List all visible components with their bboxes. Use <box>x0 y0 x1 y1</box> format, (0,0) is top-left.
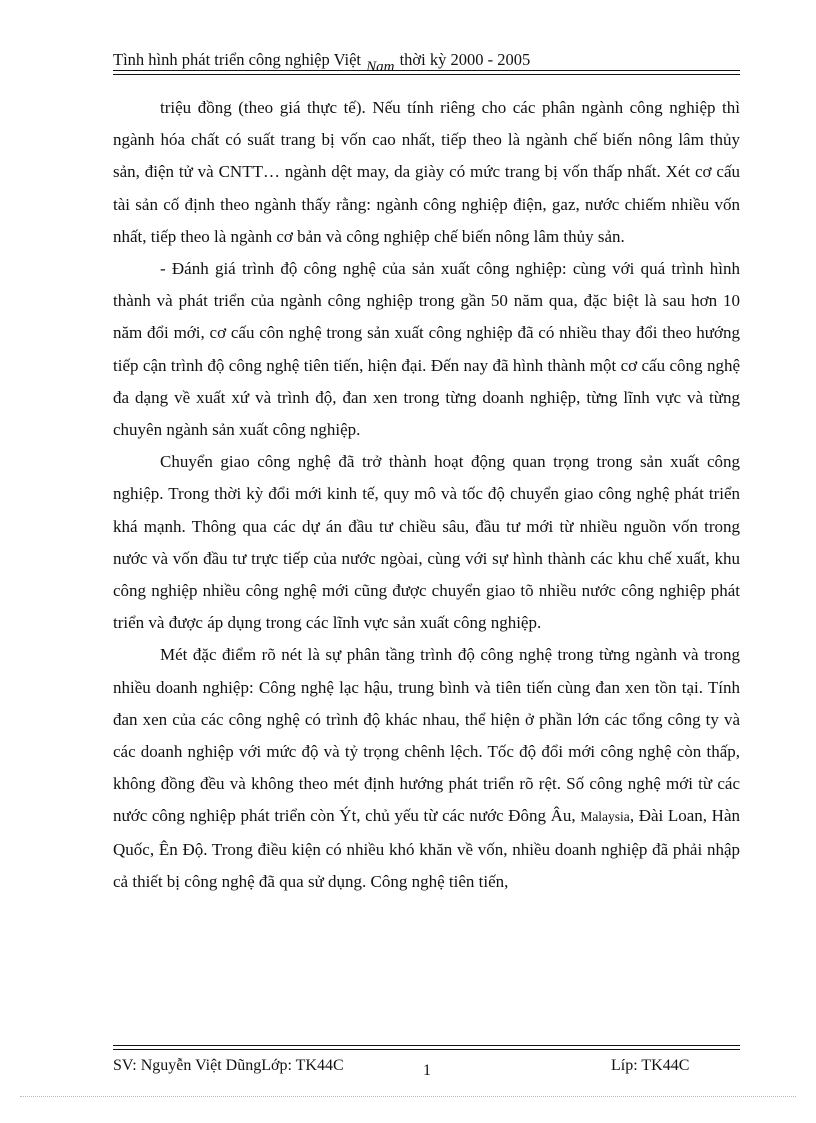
paragraph-1: triệu đồng (theo giá thực tế). Nếu tính riêng cho các phân ngành công nghiệp thì ngành hóa chất có suất trang bị vốn cao nhất, tiếp theo là ngành chế biến nông lâm thủy sản, điện tử và CNTT… ngành dệt may, da giày có mức trang bị vốn thấp nhất. Xét cơ cấu tài sản cố định theo ngành thấy rằng: ngành công nghiệp điện, gaz, nước chiếm nhiều vốn nhất, tiếp theo là ngành cơ bản và công nghiệp chế biến nông lâm thủy sản. <box>113 98 740 246</box>
paragraph-4-malaysia: Malaysia <box>580 809 630 825</box>
paragraph-3: Chuyển giao công nghệ đã trở thành hoạt động quan trọng trong sản xuất công nghiệp. Trong thời kỳ đổi mới kinh tế, quy mô và tốc độ chuyển giao công nghệ phát triển khá mạnh. Thông qua các dự án đầu tư chiều sâu, đầu tư mới từ nhiều nguồn vốn trong nước và vốn đầu tư trực tiếp của nước ngòai, cùng với sự hình thành các khu chế xuất, khu công nghiệp nhiều công nghệ mới cũng được chuyển giao tõ nhiều nước công nghiệp phát triển và được áp dụng trong các lĩnh vực sản xuất công nghiệp. <box>113 452 740 633</box>
footer-class-info: Líp: TK44C <box>611 1057 690 1074</box>
header-rule-thick <box>113 70 740 71</box>
header-title-start: Tình hình phát triển công nghiệp Việt <box>113 50 361 69</box>
paragraph-4-end: , Đài Loan, Hàn Quốc, Ên Độ. Trong điều kiện có nhiều khó khăn về vốn, nhiều doanh nghiệp đã phải nhập cả thiết bị công nghệ đã qua sử dụng. Công nghệ tiên tiến, <box>113 806 740 891</box>
paragraph-4 <box>113 639 740 898</box>
header-rule-thin <box>113 74 740 75</box>
paragraph-4-start: Mét đặc điểm rõ nét là sự phân tầng trình độ công nghệ trong từng ngành và trong nhiều doanh nghiệp: Công nghệ lạc hậu, trung bình và tiên tiến cùng đan xen tồn tại. Tính đan xen của các công nghệ có trình độ khác nhau, thể hiện ở phần lớn các tổng công ty và các doanh nghiệp với mức độ và tỷ trọng chênh lệch. Tốc độ đổi mới công nghệ còn thấp, không đồng đều và không theo mét định hướng phát triển rõ rệt. Số công nghệ mới từ các nước công nghiệp phát triển còn Ýt, chủ yếu từ các nước Đông Âu, <box>113 645 740 826</box>
footer-rule-thick <box>113 1049 740 1050</box>
page-edge-divider <box>20 1096 796 1097</box>
header-title-nam: Nam <box>366 59 395 75</box>
document-body <box>113 92 740 898</box>
page-header <box>113 50 739 75</box>
footer-student-info: SV: Nguyễn Việt DũngLớp: TK44C <box>113 1057 344 1074</box>
page-number: 1 <box>423 1062 431 1079</box>
footer-rule-thin <box>113 1045 740 1046</box>
paragraph-2: - Đánh giá trình độ công nghệ của sản xuất công nghiệp: cùng với quá trình hình thành và phát triển của ngành công nghiệp trong gần 50 năm qua, đặc biệt là sau hơn 10 năm đổi mới, cơ cấu côn nghệ trong sản xuất công nghiệp đã có nhiều thay đổi theo hướng tiếp cận trình độ công nghệ tiên tiến, hiện đại. Đến nay đã hình thành một cơ cấu công nghệ đa dạng về xuất xứ và trình độ, đan xen trong từng doanh nghiệp, từng lĩnh vực và từng chuyên ngành sản xuất công nghiệp. <box>113 259 740 440</box>
header-title-end: thời kỳ 2000 - 2005 <box>399 50 531 69</box>
